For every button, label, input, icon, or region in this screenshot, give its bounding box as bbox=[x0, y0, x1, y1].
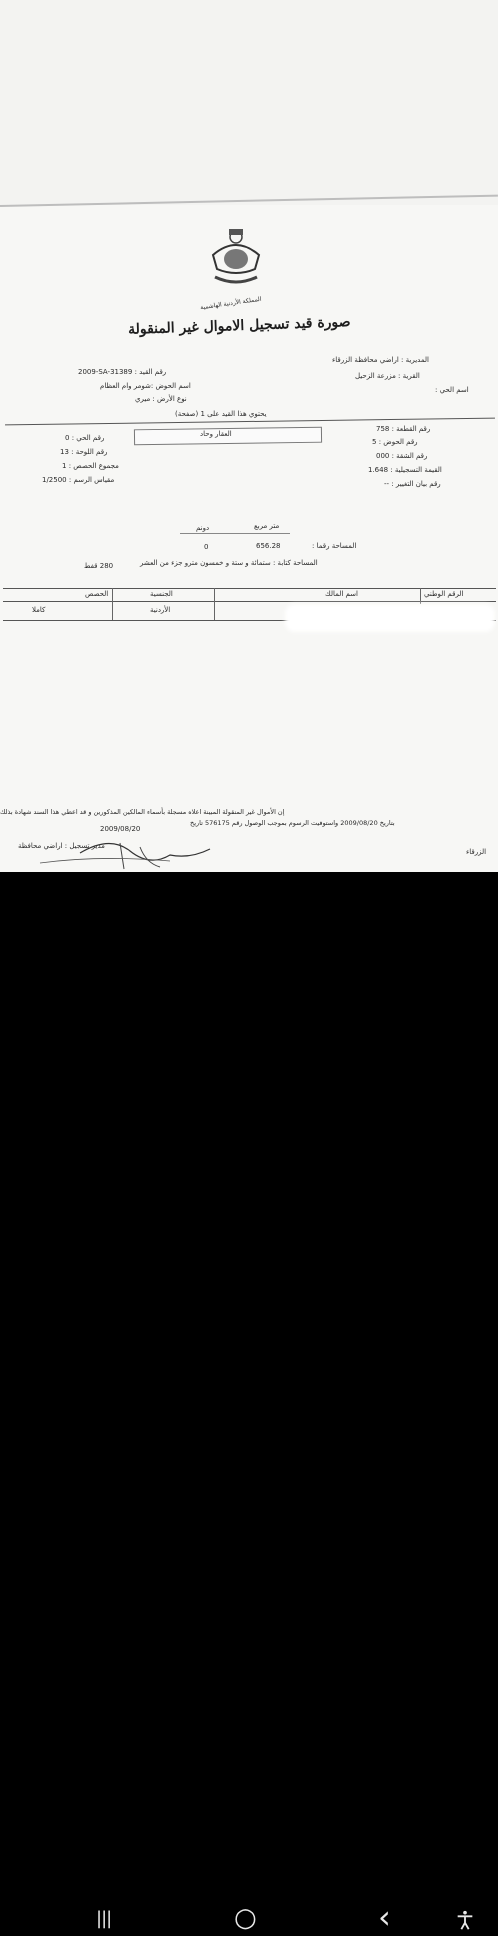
col-share: الحصص bbox=[85, 590, 109, 598]
basin-name: اسم الحوض :شومر وام العظام bbox=[100, 382, 191, 390]
document-title: صورة قيد تسجيل الاموال غير المنقولة bbox=[127, 314, 351, 338]
table-col-line bbox=[420, 588, 421, 604]
shares-total: مجموع الحصص : 1 bbox=[62, 462, 119, 470]
area-written-tail: 280 قفط bbox=[84, 562, 114, 570]
coat-of-arms-icon bbox=[205, 225, 267, 287]
home-button[interactable]: ○ bbox=[234, 1903, 257, 1933]
village: القرية : مزرعة الزحيل bbox=[355, 372, 420, 380]
table-col-line bbox=[214, 588, 215, 620]
area-dunum-value: 0 bbox=[204, 543, 209, 551]
android-nav-bar bbox=[0, 872, 498, 1936]
area-unit-sqm: متر مربع bbox=[254, 522, 280, 530]
district: اسم الحي : bbox=[435, 386, 469, 394]
parcel-number: رقم القطعة : 758 bbox=[376, 425, 431, 433]
col-nationality: الجنسية bbox=[150, 590, 173, 598]
redacted-owner bbox=[285, 604, 495, 632]
basin-number: رقم الحوض : 5 bbox=[372, 438, 418, 446]
col-owner-name: اسم المالك bbox=[325, 590, 358, 598]
directorate: المديرية : اراضي محافظة الزرقاء bbox=[332, 356, 429, 364]
edge-text: الزرقاء bbox=[466, 848, 487, 856]
table-header-line bbox=[3, 601, 496, 602]
map-scale: مقياس الرسم : 1/2500 bbox=[42, 476, 115, 484]
col-national-id: الرقم الوطني bbox=[424, 590, 464, 598]
row-share: كاملا bbox=[32, 606, 46, 614]
area-written: المساحة كتابة : ستمائة و ستة و خمسون مترو جزء من العشر bbox=[140, 559, 318, 567]
land-type: نوع الأرض : ميري bbox=[135, 395, 187, 403]
change-statement: رقم بيان التغيير : -- bbox=[384, 480, 441, 488]
record-number: 2009-SA-31389 : رقم القيد bbox=[78, 368, 167, 376]
table-col-line bbox=[112, 588, 113, 620]
back-button[interactable]: ‹ bbox=[378, 1898, 391, 1936]
area-numeric-label: المساحة رقما : bbox=[312, 542, 357, 550]
footer-certification: إن الأموال غير المنقولة المبينة اعلاه مسجلة بأسماء المالكين المذكورين و قد اعطي هذا السند شهادة بذلك bbox=[0, 808, 285, 816]
row-nationality: الأردنية bbox=[150, 606, 171, 614]
accessibility-icon[interactable] bbox=[454, 1909, 476, 1931]
footer-receipt: بتاريخ 2009/08/20 واستوفيت الرسوم بموجب الوصول رقم 576175 تاريخ bbox=[190, 819, 395, 827]
footer-date: 2009/08/20 bbox=[100, 825, 141, 833]
recent-apps-button[interactable]: ||| bbox=[96, 1908, 112, 1929]
registrar-title: مدير تسجيل : اراضي محافظة bbox=[18, 842, 105, 850]
apartment-number: رقم الشقة : 000 bbox=[376, 452, 428, 460]
area-sqm-value: 656.28 bbox=[256, 542, 281, 550]
document-photo bbox=[0, 0, 498, 872]
plate-number: رقم اللوحة : 13 bbox=[60, 448, 108, 456]
neighborhood-number: رقم الحي : 0 bbox=[65, 434, 105, 442]
emblem-banner: المملكة الأردنية الهاشمية bbox=[199, 295, 262, 312]
pages-note: يحتوي هذا القيد على 1 (صفحة) bbox=[175, 410, 267, 418]
paper-sheet bbox=[0, 205, 498, 872]
table-top-line bbox=[3, 588, 496, 589]
registered-value: القيمة التسجيلية : 1.648 bbox=[368, 466, 442, 474]
signature-icon bbox=[20, 833, 240, 871]
area-header-line bbox=[180, 533, 290, 534]
area-unit-dunum: دونم bbox=[196, 524, 210, 532]
real-estate-header: العقار وحاد bbox=[200, 430, 232, 438]
